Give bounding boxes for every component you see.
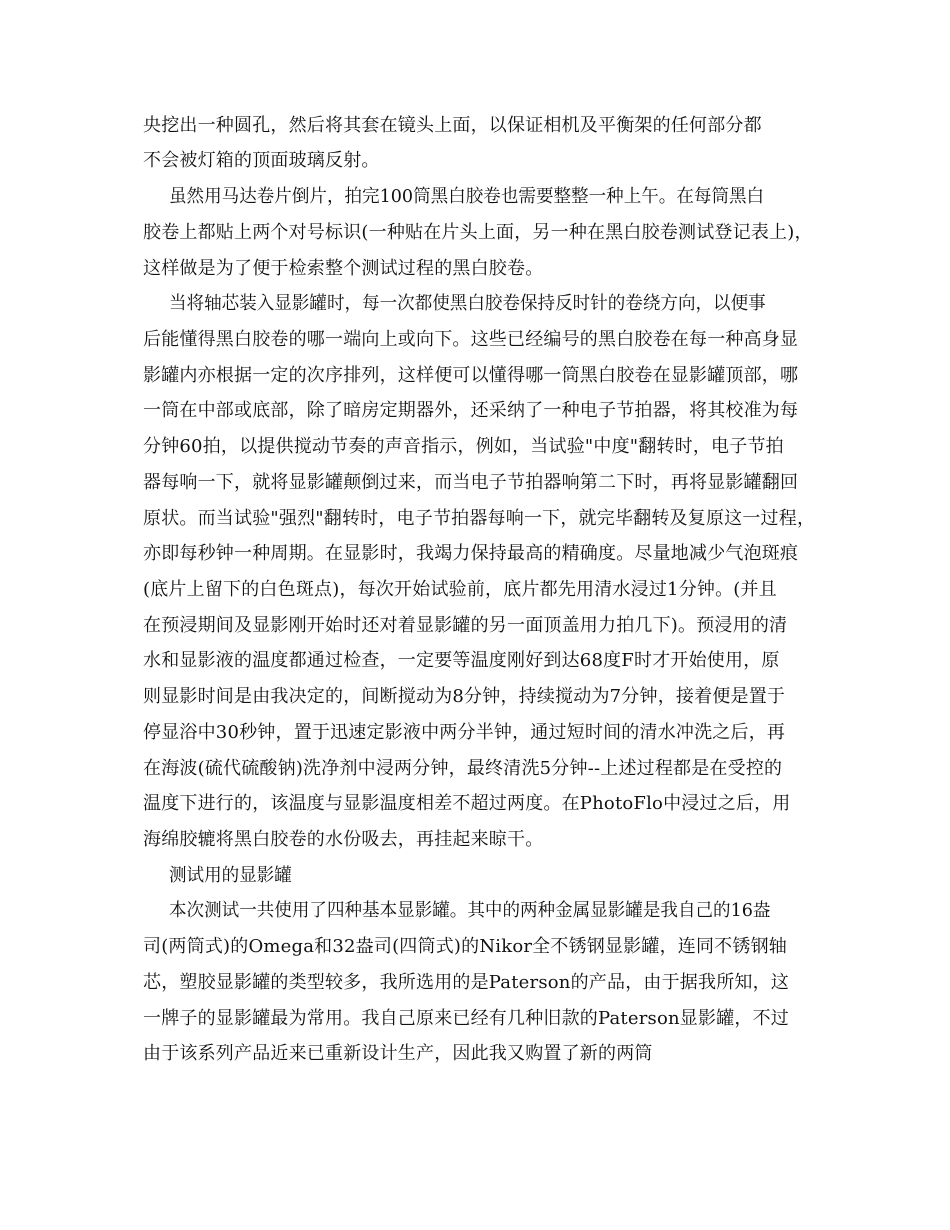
text-line: 海绵胶辘将黑白胶卷的水份吸去，再挂起来晾干。 [143, 829, 544, 850]
text-line: 亦即每秒钟一种周期。在显影时，我竭力保持最高的精确度。尽量地减少气泡斑痕 [143, 543, 799, 564]
text-line: 后能懂得黑白胶卷的哪一端向上或向下。这些已经编号的黑白胶卷在每一种高身显 [143, 329, 799, 350]
text-line: (底片上留下的白色斑点)，每次开始试验前，底片都先用清水浸过1分钟。(并且 [143, 579, 777, 600]
text-line: 央挖出一种圆孔，然后将其套在镜头上面，以保证相机及平衡架的任何部分都 [143, 115, 762, 136]
text-line: 一牌子的显影罐最为常用。我自己原来已经有几种旧款的Paterson显影罐，不过 [143, 1008, 789, 1029]
text-line: 胶卷上都贴上两个对号标识(一种贴在片头上面，另一种在黑白胶卷测试登记表上)， [143, 222, 813, 243]
text-line: 温度下进行的，该温度与显影温度相差不超过两度。在PhotoFlo中浸过之后，用 [143, 793, 791, 814]
text-line: 不会被灯箱的顶面玻璃反射。 [143, 150, 380, 171]
text-line: 当将轴芯装入显影罐时，每一次都使黑白胶卷保持反时针的卷绕方向，以便事 [169, 293, 766, 314]
text-line: 水和显影液的温度都通过检查，一定要等温度刚好到达68度F时才开始使用，原 [143, 650, 780, 671]
text-line: 本次测试一共使用了四种基本显影罐。其中的两种金属显影罐是我自己的16盎 [169, 900, 771, 921]
text-line: 一筒在中部或底部，除了暗房定期器外，还采纳了一种电子节拍器，将其校准为每 [143, 400, 799, 421]
text-line: 在海波(硫代硫酸钠)洗净剂中浸两分钟，最终清洗5分钟--上述过程都是在受控的 [143, 758, 783, 779]
text-line: 分钟60拍，以提供搅动节奏的声音指示，例如，当试验"中度"翻转时，电子节拍 [143, 436, 784, 457]
text-line: 原状。而当试验"强烈"翻转时，电子节拍器每响一下，就完毕翻转及复原这一过程， [143, 508, 816, 529]
text-line: 这样做是为了便于检索整个测试过程的黑白胶卷。 [143, 258, 544, 279]
text-line: 由于该系列产品近来已重新设计生产，因此我又购置了新的两筒 [143, 1043, 653, 1064]
text-line: 影罐内亦根据一定的次序排列，这样便可以懂得哪一筒黑白胶卷在显影罐顶部，哪 [143, 365, 799, 386]
text-line: 则显影时间是由我决定的，间断搅动为8分钟，持续搅动为7分钟，接着便是置于 [143, 686, 786, 707]
text-line: 司(两筒式)的Omega和32盎司(四筒式)的Nikor全不锈钢显影罐，连同不锈钢轴 [143, 936, 787, 957]
text-line: 停显浴中30秒钟，置于迅速定影液中两分半钟，通过短时间的清水冲洗之后，再 [143, 722, 786, 743]
text-line: 在预浸期间及显影刚开始时还对着显影罐的另一面顶盖用力拍几下)。预浸用的清 [143, 615, 788, 636]
section-heading: 测试用的显影罐 [169, 865, 292, 886]
text-line: 器每响一下，就将显影罐颠倒过来，而当电子节拍器响第二下时，再将显影罐翻回 [143, 472, 799, 493]
text-line: 虽然用马达卷片倒片，拍完100筒黑白胶卷也需要整整一种上午。在每筒黑白 [169, 186, 765, 207]
text-line: 芯，塑胶显影罐的类型较多，我所选用的是Paterson的产品，由于据我所知，这 [143, 972, 789, 993]
